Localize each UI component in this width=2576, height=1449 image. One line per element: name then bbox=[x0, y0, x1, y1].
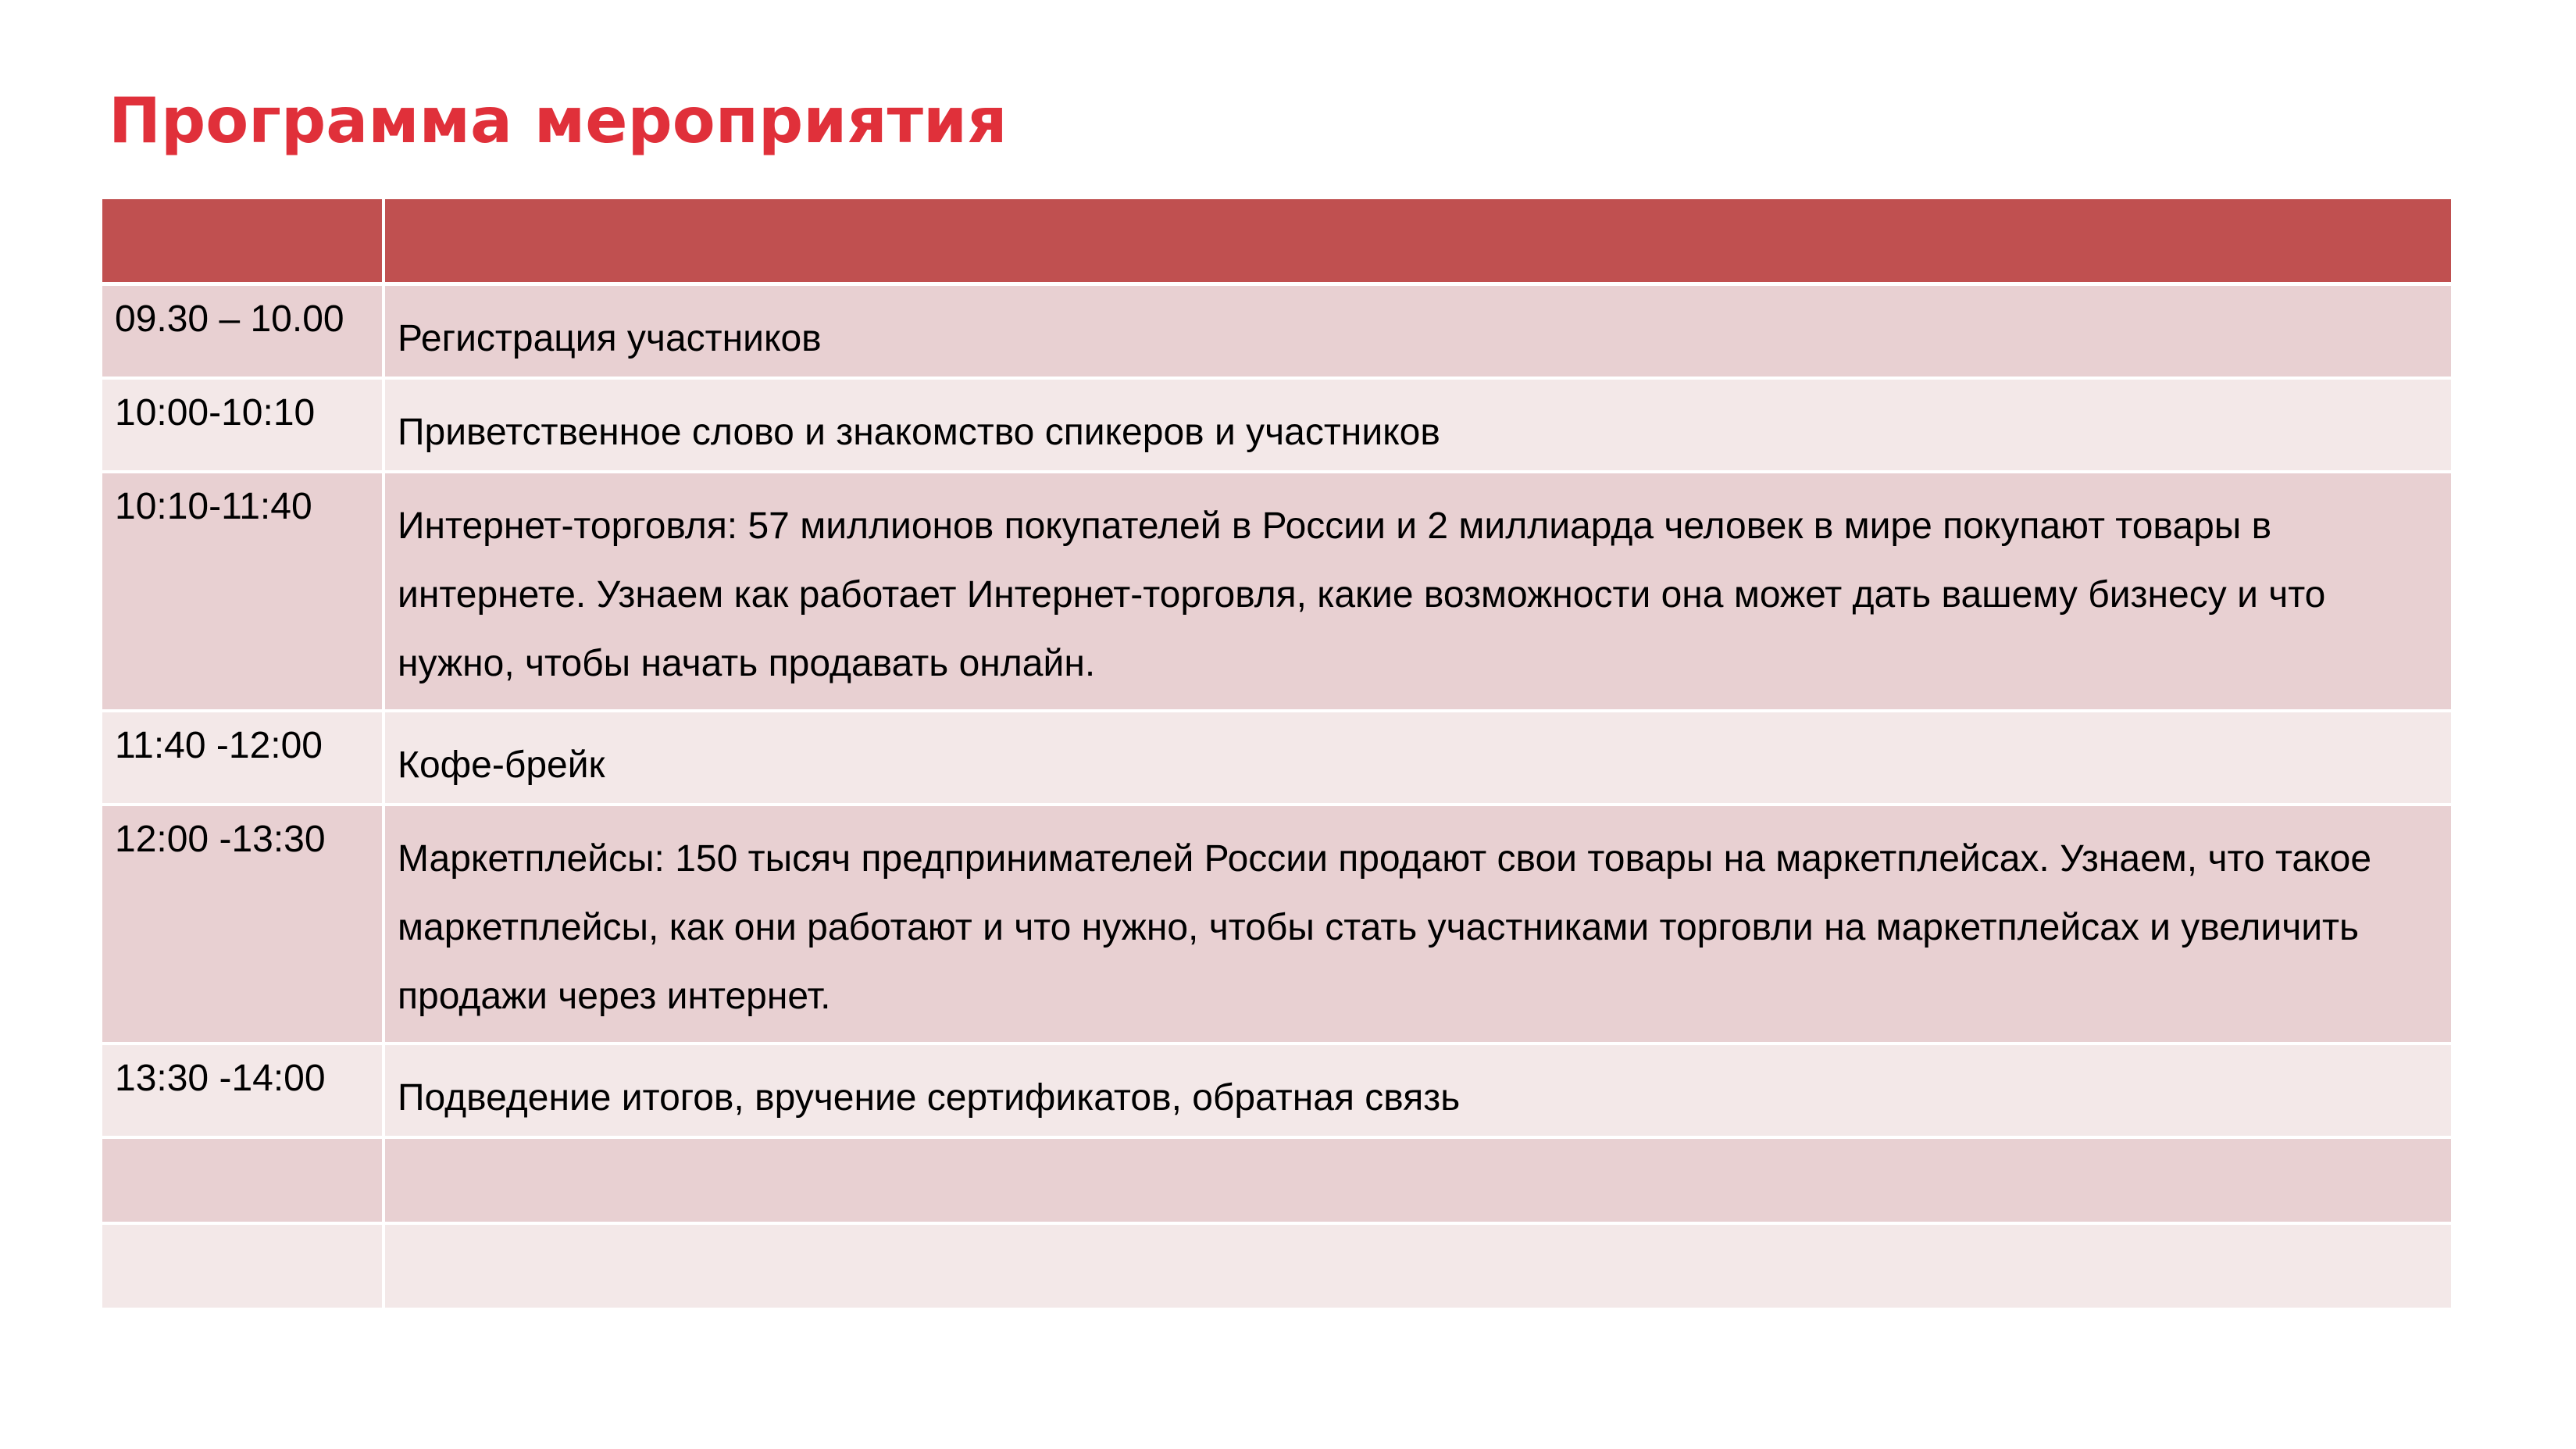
table-header-row bbox=[102, 199, 2451, 284]
description-text: Кофе-брейк bbox=[398, 744, 605, 786]
description-cell bbox=[384, 1044, 2451, 1137]
table-row-empty bbox=[102, 1223, 2451, 1309]
time-text: 10:00-10:10 bbox=[115, 392, 316, 434]
header-cell-time bbox=[102, 199, 384, 284]
time-cell bbox=[102, 1137, 384, 1223]
table-row bbox=[102, 378, 2451, 472]
time-text: 12:00 -13:30 bbox=[115, 819, 326, 860]
time-cell bbox=[102, 472, 384, 711]
description-text: Интернет-торговля: 57 миллионов покупателей в России и 2 миллиарда человек в мире покупают товары в интернете. Узнаем как работает Интернет-торговля, какие возможности она может дать вашему бизнесу и что нужно, чтобы начать продавать онлайн. bbox=[398, 505, 2326, 684]
time-text: 11:40 -12:00 bbox=[115, 725, 323, 766]
time-cell bbox=[102, 284, 384, 379]
description-text: Регистрация участников bbox=[398, 318, 822, 359]
time-cell bbox=[102, 711, 384, 805]
header-cell-description bbox=[384, 199, 2451, 284]
table-row bbox=[102, 284, 2451, 379]
time-cell bbox=[102, 1223, 384, 1309]
description-cell bbox=[384, 378, 2451, 472]
description-text: Маркетплейсы: 150 тысяч предпринимателей России продают свои товары на маркетплейсах. Узнаем, что такое маркетплейсы, как они работают и что нужно, чтобы стать участниками торговли на маркетплейсах и увеличить продажи через интернет. bbox=[398, 838, 2372, 1017]
time-cell bbox=[102, 1044, 384, 1137]
time-text: 09.30 – 10.00 bbox=[115, 298, 344, 340]
description-cell bbox=[384, 1137, 2451, 1223]
table-row bbox=[102, 805, 2451, 1044]
time-cell bbox=[102, 378, 384, 472]
description-cell bbox=[384, 805, 2451, 1044]
description-cell bbox=[384, 1223, 2451, 1309]
description-text: Подведение итогов, вручение сертификатов, обратная связь bbox=[398, 1077, 1461, 1119]
table-row-empty bbox=[102, 1137, 2451, 1223]
table-row bbox=[102, 472, 2451, 711]
description-text: Приветственное слово и знакомство спикеров и участников bbox=[398, 412, 1440, 453]
description-cell bbox=[384, 472, 2451, 711]
schedule-table bbox=[102, 199, 2451, 1311]
table-row bbox=[102, 711, 2451, 805]
page-title: Программа мероприятия bbox=[109, 84, 1008, 157]
description-cell bbox=[384, 284, 2451, 379]
time-text: 13:30 -14:00 bbox=[115, 1058, 326, 1099]
table-row bbox=[102, 1044, 2451, 1137]
time-cell bbox=[102, 805, 384, 1044]
time-text: 10:10-11:40 bbox=[115, 486, 312, 527]
description-cell bbox=[384, 711, 2451, 805]
